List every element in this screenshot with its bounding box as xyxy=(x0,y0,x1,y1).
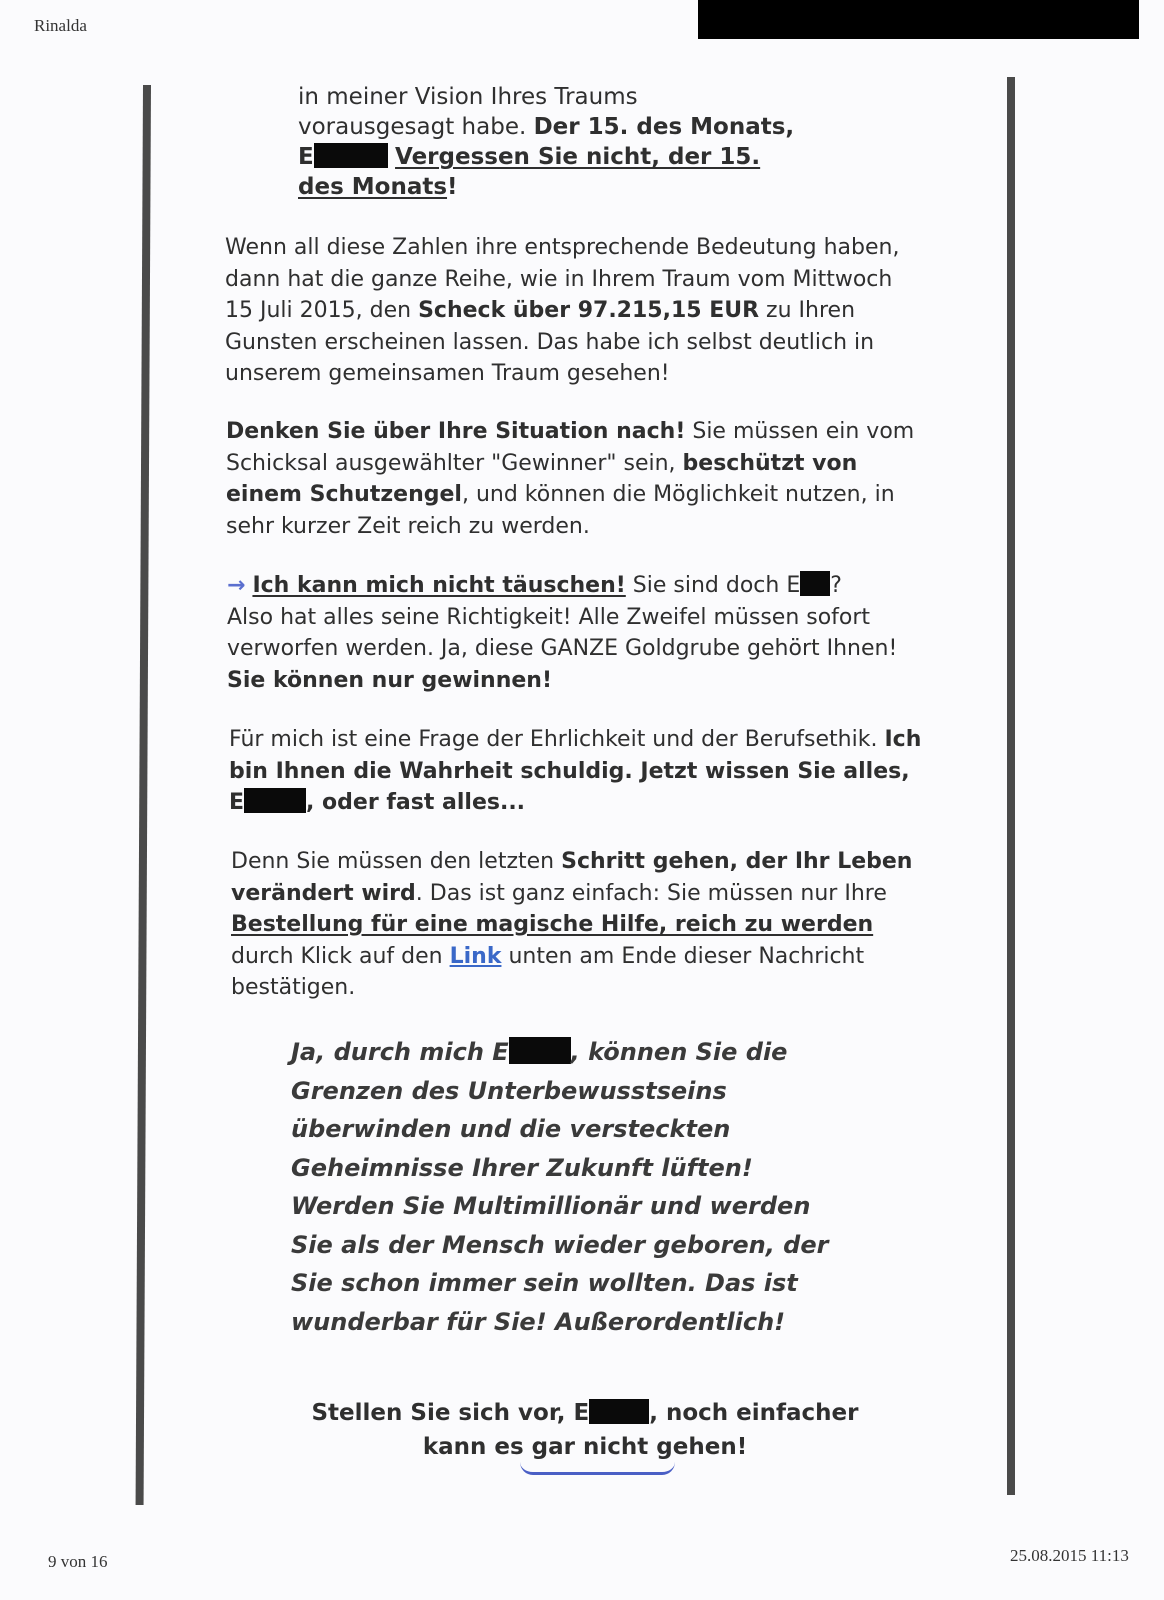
handwritten-underline xyxy=(520,1462,675,1475)
text-line: Schicksal ausgewählter "Gewinner" sein, beschützt von xyxy=(226,450,858,476)
text-line: Sie als der Mensch wieder geboren, der xyxy=(291,1230,829,1259)
text-line: → Ich kann mich nicht täuschen! Sie sind doch E ? xyxy=(227,573,842,598)
text-line: wunderbar für Sie! Außerordentlich! xyxy=(291,1307,786,1336)
text-line: Denken Sie über Ihre Situation nach! Sie müssen ein vom xyxy=(226,419,915,444)
link[interactable]: Link xyxy=(449,943,502,969)
text-line: dann hat die ganze Reihe, wie in Ihrem Traum vom Mittwoch xyxy=(225,266,893,292)
text-line: Also hat alles seine Richtigkeit! Alle Zweifel müssen sofort xyxy=(227,604,871,630)
text-line: Denn Sie müssen den letzten Schritt gehen, der Ihr Leben xyxy=(231,849,913,874)
text-line: einem Schutzengel, und können die Möglichkeit nutzen, in xyxy=(226,482,895,507)
text-line: bin Ihnen die Wahrheit schuldig. Jetzt wissen Sie alles, xyxy=(229,758,910,784)
text-line: Grenzen des Unterbewusstseins xyxy=(291,1076,727,1105)
text-line: Bestellung für eine magische Hilfe, reich zu werden xyxy=(231,912,874,937)
redaction-block xyxy=(509,1037,571,1064)
text-line: vorausgesagt habe. Der 15. des Monats, xyxy=(298,114,795,140)
text-line: unserem gemeinsamen Traum gesehen! xyxy=(225,361,670,386)
paragraph-2 xyxy=(225,232,899,390)
paragraph-6 xyxy=(231,846,912,1004)
redaction-block xyxy=(244,788,306,813)
timestamp: 25.08.2015 11:13 xyxy=(1010,1546,1129,1565)
text-line: Stellen Sie sich vor, E , noch einfacher xyxy=(311,1400,859,1426)
text-line: Gunsten erscheinen lassen. Das habe ich selbst deutlich in xyxy=(225,329,875,355)
redaction-block xyxy=(589,1399,649,1424)
paragraph-5 xyxy=(229,724,921,819)
text-line: Für mich ist eine Frage der Ehrlichkeit und der Berufsethik. Ich xyxy=(229,727,922,752)
text-line: in meiner Vision Ihres Traums xyxy=(298,84,638,110)
page-number: 9 von 16 xyxy=(48,1552,108,1571)
paragraph-1 xyxy=(298,82,794,202)
text-line: bestätigen. xyxy=(231,975,356,1000)
text-line: Geheimnisse Ihrer Zukunft lüften! xyxy=(291,1153,753,1182)
right-border-line xyxy=(1007,77,1015,1495)
text-line: des Monats! xyxy=(298,174,458,200)
redaction-block xyxy=(800,571,830,596)
text-line: verändert wird. Das ist ganz einfach: Sie müssen nur Ihre xyxy=(231,880,887,906)
arrow-icon: → xyxy=(227,573,246,598)
quote-block xyxy=(291,1033,828,1341)
text-line: Sie können nur gewinnen! xyxy=(227,667,552,693)
sender-name: Rinalda xyxy=(34,16,87,35)
text-line: kann es gar nicht gehen! xyxy=(422,1434,748,1460)
redaction-bar xyxy=(698,0,1139,39)
text-line: Werden Sie Multimillionär und werden xyxy=(291,1192,811,1220)
text-line: durch Klick auf den Link unten am Ende dieser Nachricht xyxy=(231,943,865,969)
paragraph-4 xyxy=(227,570,897,696)
redaction-block xyxy=(314,143,388,168)
paragraph-3 xyxy=(226,416,914,542)
text-line: E , oder fast alles... xyxy=(229,790,526,815)
closing-paragraph xyxy=(300,1396,870,1464)
text-line: Sie schon immer sein wollten. Das ist xyxy=(291,1269,798,1297)
text-line: sehr kurzer Zeit reich zu werden. xyxy=(226,513,590,539)
text-line: 15 Juli 2015, den Scheck über 97.215,15 EUR zu Ihren xyxy=(225,298,856,323)
left-border-line xyxy=(136,85,151,1505)
text-line: überwinden und die versteckten xyxy=(291,1115,731,1143)
text-line: E Vergessen Sie nicht, der 15. xyxy=(298,144,761,170)
text-line: verworfen werden. Ja, diese GANZE Goldgrube gehört Ihnen! xyxy=(227,636,898,661)
text-line: Wenn all diese Zahlen ihre entsprechende Bedeutung haben, xyxy=(225,235,900,260)
text-line: Ja, durch mich E , können Sie die xyxy=(291,1038,788,1066)
